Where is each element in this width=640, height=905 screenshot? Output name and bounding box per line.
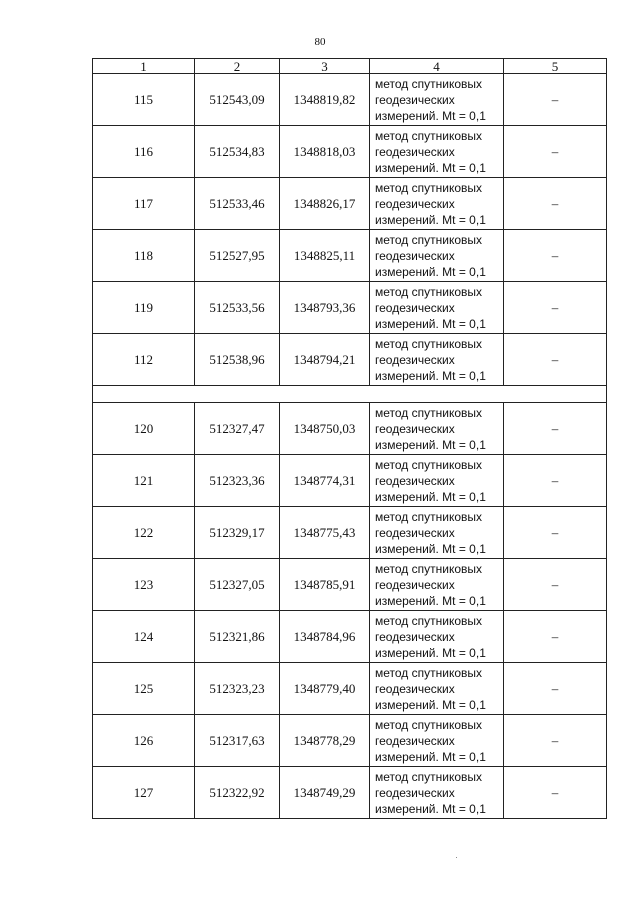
page-number: 80 xyxy=(314,36,326,48)
method-line: измерений. Mt = 0,1 xyxy=(375,368,486,383)
method-line: метод спутниковых xyxy=(375,613,483,628)
y-coordinate-cell: 1348826,17 xyxy=(280,178,370,230)
method-line: метод спутниковых xyxy=(375,284,483,299)
table-header-row xyxy=(93,59,607,74)
method-line: геодезических xyxy=(375,681,455,696)
table-row xyxy=(93,507,607,559)
x-coordinate-cell: 512323,36 xyxy=(195,455,280,507)
method-line: измерений. Mt = 0,1 xyxy=(375,108,486,123)
method-line: метод спутниковых xyxy=(375,457,483,472)
column-header: 5 xyxy=(504,59,607,74)
y-coordinate-cell: 1348750,03 xyxy=(280,403,370,455)
table-row xyxy=(93,126,607,178)
table-row xyxy=(93,334,607,386)
description-cell: – xyxy=(504,663,607,715)
method-cell xyxy=(370,455,504,507)
method-line: метод спутниковых xyxy=(375,769,483,784)
method-cell xyxy=(370,403,504,455)
x-coordinate-cell: 512538,96 xyxy=(195,334,280,386)
table-row xyxy=(93,178,607,230)
point-number-cell: 121 xyxy=(93,455,195,507)
x-coordinate-cell: 512317,63 xyxy=(195,715,280,767)
table-row xyxy=(93,230,607,282)
method-line: метод спутниковых xyxy=(375,405,483,420)
method-line: измерений. Mt = 0,1 xyxy=(375,316,486,331)
x-coordinate-cell: 512321,86 xyxy=(195,611,280,663)
point-number-cell: 112 xyxy=(93,334,195,386)
method-cell xyxy=(370,715,504,767)
column-header: 3 xyxy=(280,59,370,74)
method-line: метод спутниковых xyxy=(375,665,483,680)
x-coordinate-cell: 512534,83 xyxy=(195,126,280,178)
x-coordinate-cell: 512533,56 xyxy=(195,282,280,334)
table-row xyxy=(93,559,607,611)
y-coordinate-cell: 1348794,21 xyxy=(280,334,370,386)
method-cell xyxy=(370,230,504,282)
x-coordinate-cell: 512327,47 xyxy=(195,403,280,455)
method-line: метод спутниковых xyxy=(375,509,483,524)
method-line: геодезических xyxy=(375,352,455,367)
description-cell: – xyxy=(504,403,607,455)
method-line: измерений. Mt = 0,1 xyxy=(375,645,486,660)
method-line: геодезических xyxy=(375,92,455,107)
method-line: измерений. Mt = 0,1 xyxy=(375,697,486,712)
method-line: геодезических xyxy=(375,300,455,315)
coordinates-table xyxy=(92,58,607,819)
point-number-cell: 120 xyxy=(93,403,195,455)
method-line: метод спутниковых xyxy=(375,561,483,576)
x-coordinate-cell: 512323,23 xyxy=(195,663,280,715)
description-cell: – xyxy=(504,455,607,507)
method-cell xyxy=(370,334,504,386)
column-header: 1 xyxy=(93,59,195,74)
method-line: геодезических xyxy=(375,421,455,436)
method-line: измерений. Mt = 0,1 xyxy=(375,541,486,556)
method-cell xyxy=(370,282,504,334)
method-line: измерений. Mt = 0,1 xyxy=(375,749,486,764)
method-line: метод спутниковых xyxy=(375,180,483,195)
y-coordinate-cell: 1348775,43 xyxy=(280,507,370,559)
method-line: геодезических xyxy=(375,248,455,263)
method-cell xyxy=(370,611,504,663)
method-line: метод спутниковых xyxy=(375,717,483,732)
method-line: геодезических xyxy=(375,785,455,800)
method-line: метод спутниковых xyxy=(375,336,483,351)
description-cell: – xyxy=(504,74,607,126)
y-coordinate-cell: 1348774,31 xyxy=(280,455,370,507)
description-cell: – xyxy=(504,507,607,559)
description-cell: – xyxy=(504,282,607,334)
method-line: геодезических xyxy=(375,733,455,748)
method-line: метод спутниковых xyxy=(375,76,483,91)
method-line: геодезических xyxy=(375,525,455,540)
table-row xyxy=(93,767,607,819)
method-cell xyxy=(370,126,504,178)
x-coordinate-cell: 512327,05 xyxy=(195,559,280,611)
scan-speck xyxy=(456,857,457,858)
table-row xyxy=(93,282,607,334)
point-number-cell: 122 xyxy=(93,507,195,559)
point-number-cell: 125 xyxy=(93,663,195,715)
x-coordinate-cell: 512543,09 xyxy=(195,74,280,126)
point-number-cell: 123 xyxy=(93,559,195,611)
table-row xyxy=(93,455,607,507)
method-cell xyxy=(370,74,504,126)
point-number-cell: 116 xyxy=(93,126,195,178)
description-cell: – xyxy=(504,611,607,663)
x-coordinate-cell: 512329,17 xyxy=(195,507,280,559)
method-line: геодезических xyxy=(375,144,455,159)
method-line: геодезических xyxy=(375,473,455,488)
method-line: измерений. Mt = 0,1 xyxy=(375,212,486,227)
column-header: 4 xyxy=(370,59,504,74)
description-cell: – xyxy=(504,334,607,386)
method-line: геодезических xyxy=(375,629,455,644)
point-number-cell: 124 xyxy=(93,611,195,663)
method-line: измерений. Mt = 0,1 xyxy=(375,264,486,279)
y-coordinate-cell: 1348793,36 xyxy=(280,282,370,334)
table-row xyxy=(93,74,607,126)
description-cell: – xyxy=(504,230,607,282)
method-cell xyxy=(370,178,504,230)
method-line: геодезических xyxy=(375,577,455,592)
table-row xyxy=(93,663,607,715)
table-row xyxy=(93,403,607,455)
table-row xyxy=(93,611,607,663)
description-cell: – xyxy=(504,767,607,819)
description-cell: – xyxy=(504,559,607,611)
y-coordinate-cell: 1348778,29 xyxy=(280,715,370,767)
point-number-cell: 117 xyxy=(93,178,195,230)
description-cell: – xyxy=(504,178,607,230)
method-line: измерений. Mt = 0,1 xyxy=(375,160,486,175)
y-coordinate-cell: 1348819,82 xyxy=(280,74,370,126)
point-number-cell: 126 xyxy=(93,715,195,767)
point-number-cell: 119 xyxy=(93,282,195,334)
y-coordinate-cell: 1348779,40 xyxy=(280,663,370,715)
method-cell xyxy=(370,559,504,611)
group-separator-row xyxy=(93,386,607,403)
point-number-cell: 115 xyxy=(93,74,195,126)
method-line: метод спутниковых xyxy=(375,232,483,247)
description-cell: – xyxy=(504,715,607,767)
table-row xyxy=(93,715,607,767)
column-header: 2 xyxy=(195,59,280,74)
method-line: измерений. Mt = 0,1 xyxy=(375,593,486,608)
method-cell xyxy=(370,663,504,715)
method-line: измерений. Mt = 0,1 xyxy=(375,489,486,504)
y-coordinate-cell: 1348785,91 xyxy=(280,559,370,611)
y-coordinate-cell: 1348818,03 xyxy=(280,126,370,178)
x-coordinate-cell: 512533,46 xyxy=(195,178,280,230)
description-cell: – xyxy=(504,126,607,178)
method-line: метод спутниковых xyxy=(375,128,483,143)
method-line: измерений. Mt = 0,1 xyxy=(375,437,486,452)
method-cell xyxy=(370,507,504,559)
x-coordinate-cell: 512322,92 xyxy=(195,767,280,819)
point-number-cell: 118 xyxy=(93,230,195,282)
empty-cell xyxy=(93,386,607,403)
y-coordinate-cell: 1348825,11 xyxy=(280,230,370,282)
point-number-cell: 127 xyxy=(93,767,195,819)
y-coordinate-cell: 1348749,29 xyxy=(280,767,370,819)
x-coordinate-cell: 512527,95 xyxy=(195,230,280,282)
y-coordinate-cell: 1348784,96 xyxy=(280,611,370,663)
method-cell xyxy=(370,767,504,819)
method-line: измерений. Mt = 0,1 xyxy=(375,801,486,816)
method-line: геодезических xyxy=(375,196,455,211)
